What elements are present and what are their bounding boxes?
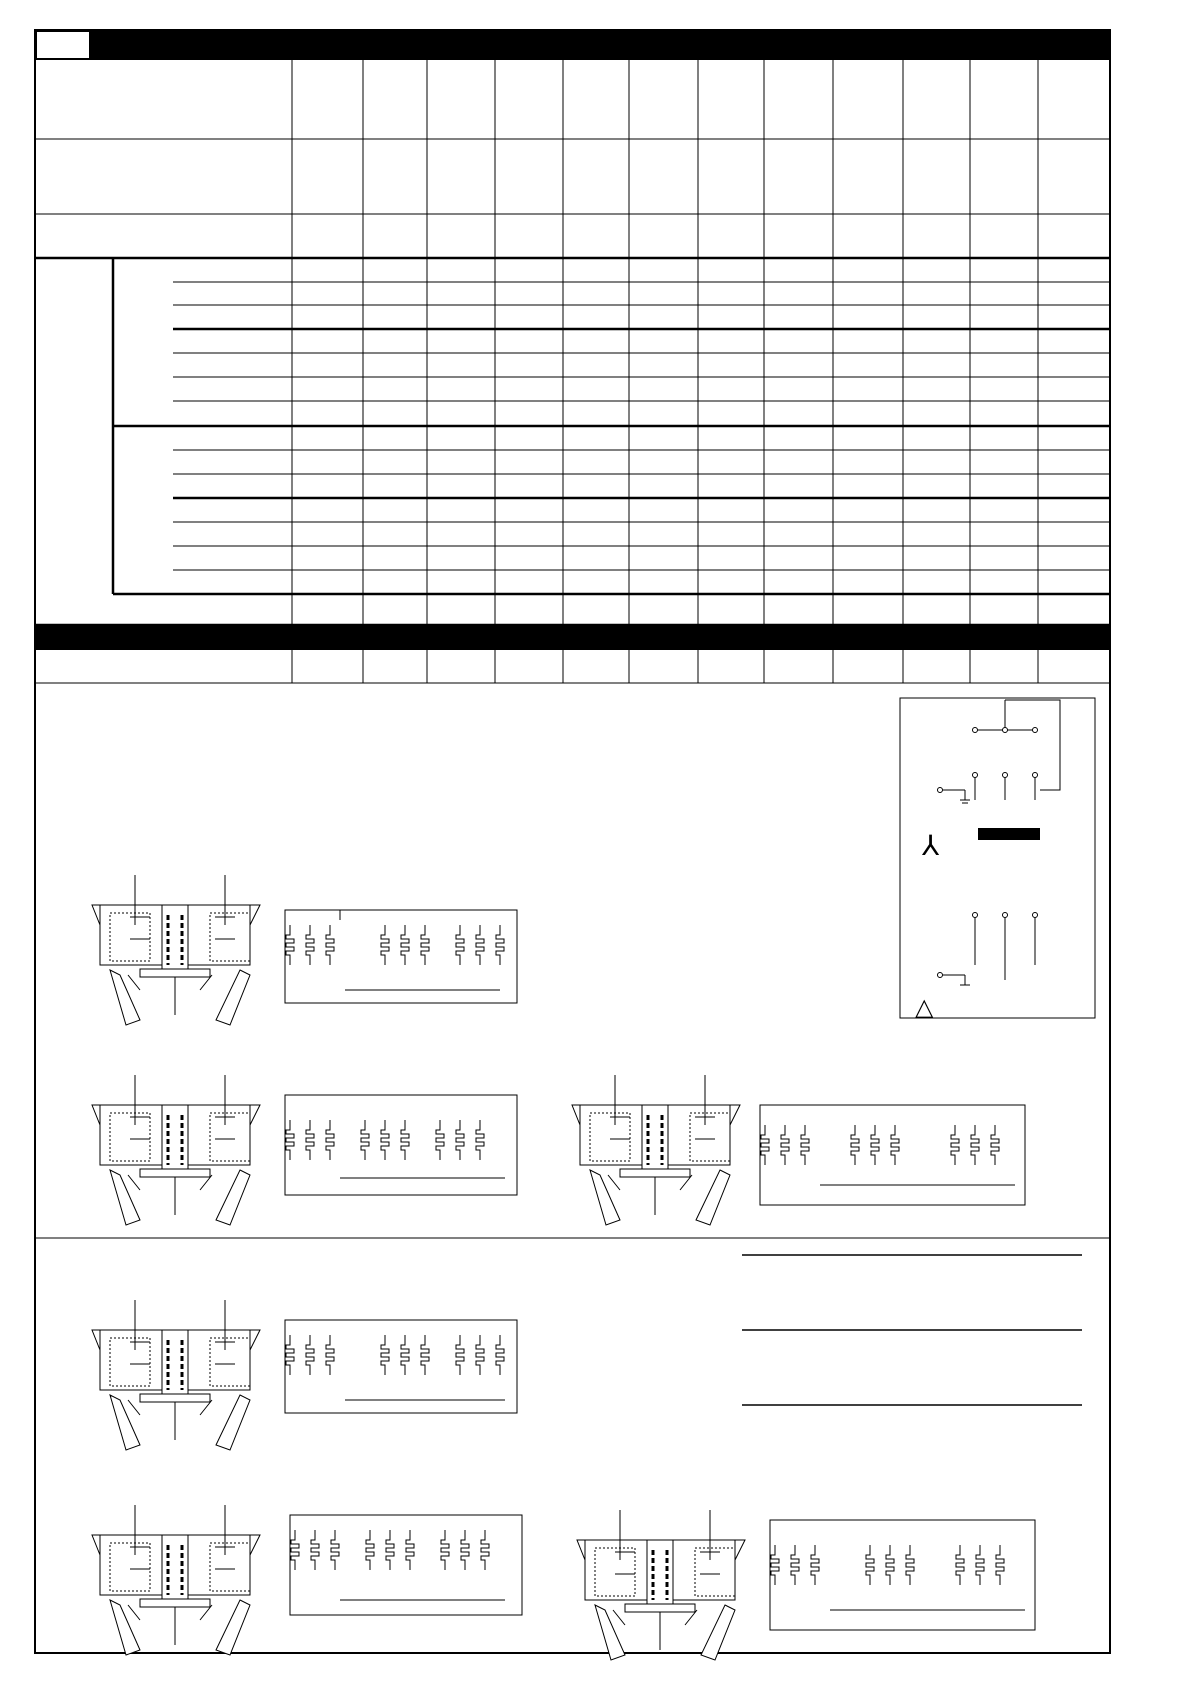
legend-black-label — [978, 828, 1040, 840]
wiring-diagram — [92, 1075, 517, 1225]
terminal-box-legend — [900, 698, 1095, 1021]
star-icon: ⅄ — [922, 830, 940, 861]
delta-icon: △ — [915, 994, 934, 1021]
wiring-diagram — [577, 1510, 1035, 1660]
table-column-lines — [292, 60, 1038, 683]
spec-lines — [742, 1255, 1082, 1405]
table-black-band — [35, 626, 1110, 650]
page-border — [35, 30, 1110, 1653]
wiring-diagram — [92, 875, 517, 1025]
wiring-diagram — [92, 1505, 522, 1655]
header-bar — [35, 30, 1110, 60]
wiring-diagram — [92, 1300, 517, 1450]
wiring-diagram — [572, 1075, 1025, 1225]
spec-table — [35, 60, 1110, 683]
header-label-box — [37, 32, 89, 58]
